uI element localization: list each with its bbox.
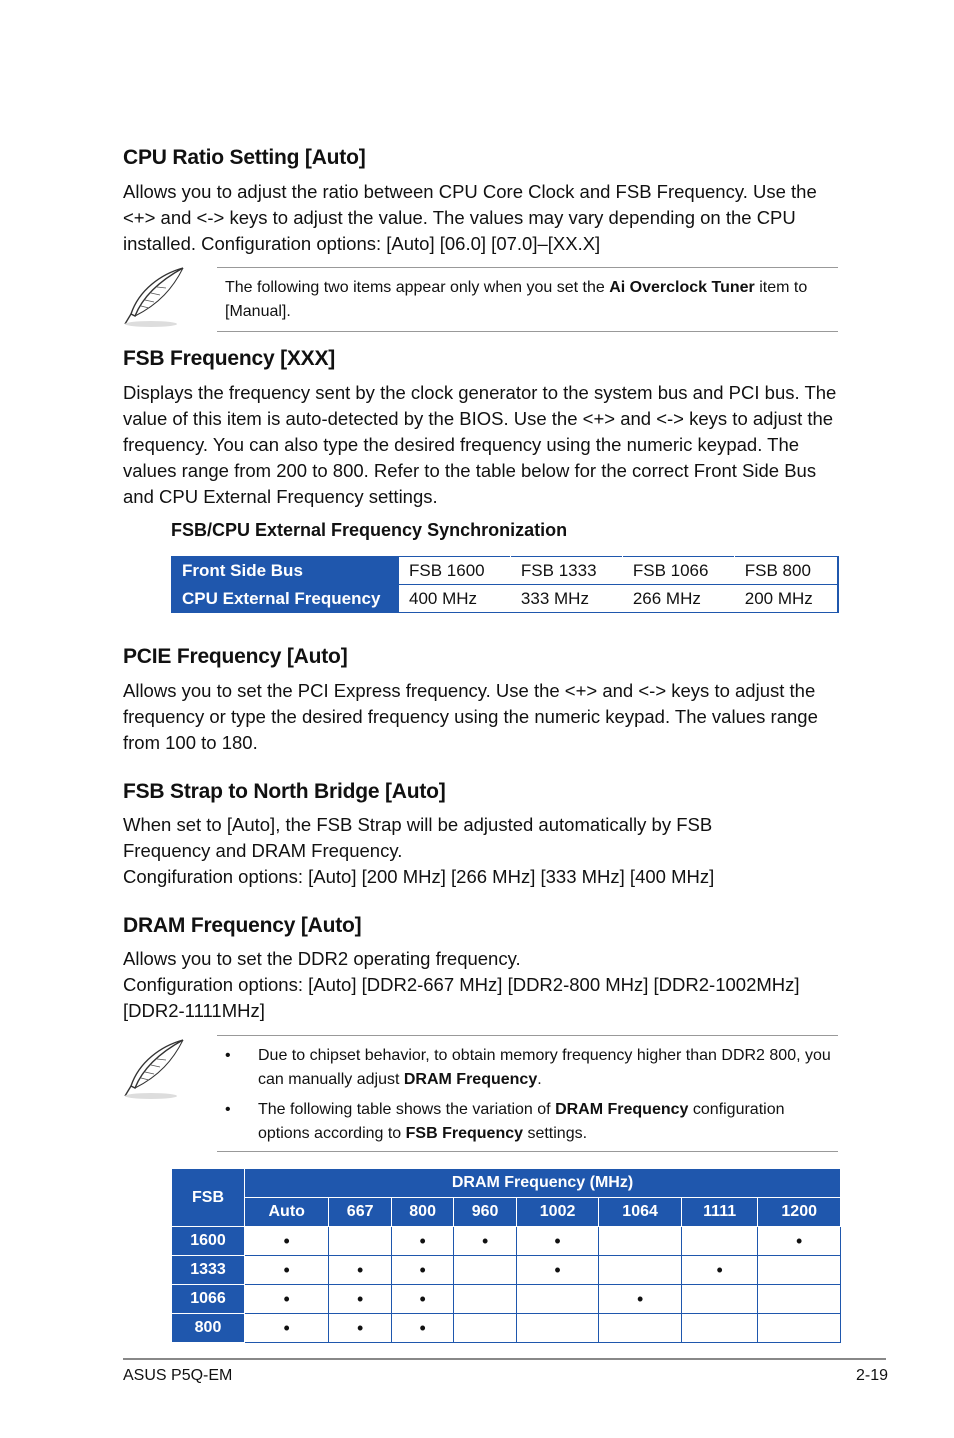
supported-mark: • — [329, 1256, 391, 1285]
column-header: 667 — [329, 1198, 391, 1227]
note2-item2-bold1: DRAM Frequency — [555, 1101, 689, 1118]
table-row — [172, 557, 839, 585]
list-item — [217, 1044, 838, 1092]
cpu-ratio-body: Allows you to adjust the ratio between CPU Core Clock and FSB Frequency. Use the <+> and <-> keys to adjust the value. The values may vary depending on the CPU installed. Configuration options: [Auto] [06.0] [07.0]–[XX.X] — [123, 181, 817, 254]
table-cell — [599, 1314, 682, 1343]
note2-item1-bold: DRAM Frequency — [403, 1071, 538, 1088]
table-row — [172, 1314, 841, 1343]
cpu-ratio-heading: CPU Ratio Setting [Auto] — [123, 146, 366, 169]
list-item — [217, 1098, 838, 1146]
supported-mark: • — [245, 1256, 329, 1285]
note2-item1-post: . — [537, 1071, 542, 1088]
column-header: Auto — [245, 1198, 329, 1227]
table-cell: FSB 1600 — [399, 557, 511, 585]
table-cell — [516, 1285, 599, 1314]
table-cell: FSB 800 — [734, 557, 838, 585]
supported-mark: • — [391, 1227, 453, 1256]
table-row — [172, 1256, 841, 1285]
supported-mark: • — [245, 1285, 329, 1314]
supported-mark: • — [599, 1285, 682, 1314]
supported-mark: • — [245, 1227, 329, 1256]
dram-frequency-body-2: Configuration options: [Auto] [DDR2-667 MHz] [DDR2-800 MHz] [DDR2-1002MHz] [DDR2-1111MHz] — [123, 974, 800, 1021]
table-cell — [681, 1227, 758, 1256]
pcie-frequency-body: Allows you to set the PCI Express frequency. Use the <+> and <-> keys to adjust the frequency or type the desired frequency using the numeric keypad. The values range from 100 to 180. — [123, 680, 818, 753]
supported-mark: • — [391, 1256, 453, 1285]
row-label-front-side-bus: Front Side Bus — [172, 557, 399, 585]
fsb-strap-body-1: When set to [Auto], the FSB Strap will be adjusted automatically by FSB Frequency and DRAM Frequency. — [123, 814, 713, 861]
table-cell: 200 MHz — [734, 585, 838, 613]
table-cell: 266 MHz — [622, 585, 734, 613]
fsb-row-label: 1600 — [172, 1227, 245, 1256]
footer-left: ASUS P5Q-EM — [123, 1367, 233, 1384]
column-header: 960 — [454, 1198, 516, 1227]
fsb-header: FSB — [172, 1169, 245, 1227]
table-cell — [681, 1314, 758, 1343]
table-header-row — [172, 1198, 841, 1227]
bullet: • — [225, 1101, 231, 1118]
supported-mark: • — [681, 1256, 758, 1285]
column-header: 800 — [391, 1198, 453, 1227]
table-cell — [516, 1314, 599, 1343]
column-header: 1111 — [681, 1198, 758, 1227]
table-cell: 400 MHz — [399, 585, 511, 613]
table-cell — [454, 1285, 516, 1314]
table-cell — [454, 1256, 516, 1285]
note2-item2-bold2: FSB Frequency — [405, 1125, 524, 1142]
supported-mark: • — [758, 1227, 841, 1256]
note-box-2 — [217, 1035, 838, 1152]
fsb-frequency-heading: FSB Frequency [XXX] — [123, 347, 336, 370]
table-cell — [758, 1285, 841, 1314]
table-cell: FSB 1333 — [510, 557, 622, 585]
fsb-row-label: 1333 — [172, 1256, 245, 1285]
fsb-strap-body-2: Congifuration options: [Auto] [200 MHz] [266 MHz] [333 MHz] [400 MHz] — [123, 866, 715, 887]
note-box-1 — [217, 267, 838, 332]
table-cell — [681, 1285, 758, 1314]
column-header: 1200 — [758, 1198, 841, 1227]
table-row — [172, 1285, 841, 1314]
dram-frequency-body-1: Allows you to set the DDR2 operating frequency. — [123, 948, 521, 969]
table-cell — [599, 1227, 682, 1256]
supported-mark: • — [245, 1314, 329, 1343]
fsb-frequency-body: Displays the frequency sent by the clock generator to the system bus and PCI bus. The value of this item is auto-detected by the BIOS. Use the <+> and <-> keys to adjust the frequency. You can also type the desired frequency using the numeric keypad. The values range from 200 to 800. Refer to the table below for the correct Front Side Bus and CPU External Frequency settings. — [123, 382, 837, 507]
supported-mark: • — [391, 1285, 453, 1314]
fsb-strap-heading: FSB Strap to North Bridge [Auto] — [123, 780, 446, 803]
supported-mark: • — [454, 1227, 516, 1256]
fsb-row-label: 1066 — [172, 1285, 245, 1314]
note1-text-post: item to [Manual]. — [225, 279, 808, 320]
note2-item2-mid: configuration options according to — [258, 1101, 785, 1142]
table-cell — [329, 1227, 391, 1256]
note2-item2-pre: The following table shows the variation of — [258, 1101, 556, 1118]
dram-group-header: DRAM Frequency (MHz) — [245, 1169, 841, 1198]
supported-mark: • — [516, 1256, 599, 1285]
supported-mark: • — [516, 1227, 599, 1256]
note1-text-pre: The following two items appear only when you set the — [225, 279, 610, 296]
table-row — [172, 585, 839, 613]
note2-item2-post: settings. — [523, 1125, 588, 1142]
supported-mark: • — [391, 1314, 453, 1343]
bullet: • — [225, 1047, 231, 1064]
column-header: 1064 — [599, 1198, 682, 1227]
note2-item1-pre: Due to chipset behavior, to obtain memory frequency higher than DDR2 800, you can manually adjust — [258, 1047, 831, 1088]
dram-frequency-table — [171, 1168, 841, 1343]
row-label-cpu-external-frequency: CPU External Frequency — [172, 585, 399, 613]
table-row — [172, 1227, 841, 1256]
table-cell — [758, 1256, 841, 1285]
table-cell — [454, 1314, 516, 1343]
table-cell: 333 MHz — [510, 585, 622, 613]
quill-pen-icon — [121, 1038, 187, 1100]
sync-table-caption: FSB/CPU External Frequency Synchronization — [171, 520, 568, 540]
column-header: 1002 — [516, 1198, 599, 1227]
note1-text-bold: Ai Overclock Tuner — [609, 279, 755, 296]
quill-pen-icon — [121, 266, 187, 328]
supported-mark: • — [329, 1285, 391, 1314]
table-cell — [599, 1256, 682, 1285]
footer-page-number: 2-19 — [855, 1367, 888, 1384]
footer-divider — [123, 1358, 886, 1360]
table-cell: FSB 1066 — [622, 557, 734, 585]
table-header-row — [172, 1169, 841, 1198]
pcie-frequency-heading: PCIE Frequency [Auto] — [123, 645, 348, 668]
dram-frequency-heading: DRAM Frequency [Auto] — [123, 914, 362, 937]
fsb-row-label: 800 — [172, 1314, 245, 1343]
fsb-sync-table — [171, 556, 839, 613]
table-cell — [758, 1314, 841, 1343]
supported-mark: • — [329, 1314, 391, 1343]
